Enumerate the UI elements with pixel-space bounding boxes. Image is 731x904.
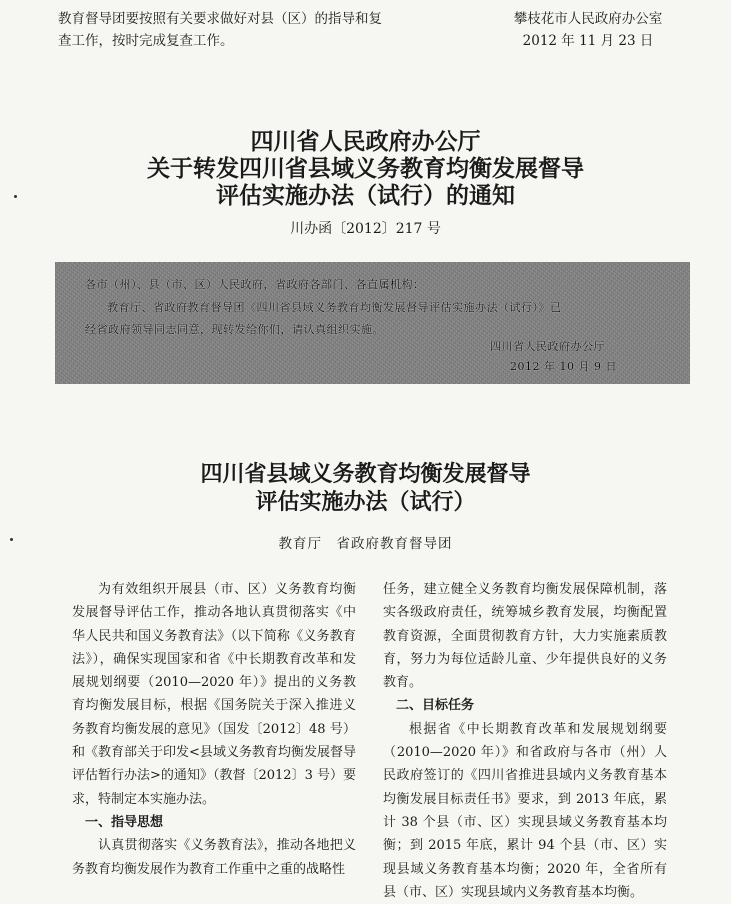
measure-title-line: 四川省县域义务教育均衡发展督导 — [200, 461, 531, 487]
top-right-block — [488, 8, 688, 52]
notice-title-line: 关于转发四川省县域义务教育均衡发展督导 — [147, 155, 584, 182]
notice-body-line: 经省政府领导同志同意，现转发给你们，请认真组织实施。 — [85, 323, 384, 336]
notice-body-line: 各市（州）、县（市、区）人民政府，省政府各部门、各直属机构： — [85, 278, 425, 291]
measure-authors: 教育厅 省政府教育督导团 — [278, 536, 453, 552]
scan-speck — [14, 195, 17, 198]
top-left-text: 教育督导团要按照有关要求做好对县（区）的指导和复查工作，按时完成复查工作。 — [58, 11, 382, 49]
intro-paragraph: 为有效组织开展县（市、区）义务教育均衡发展督导评估工作，推动各地认真贯彻落实《中华人民共和国义务教育法》（以下简称《义务教育法》），确保实现国家和省《中长期教育改革和发展规划纲要（2010—2020 年）》提出的义务教育均衡发展目标，根据《国务院关于深入推进义务教育均衡发展的意见》（国发〔2012〕48 号）和《教育部关于印发<县域义务教育均衡发展督导评估暂行办法>的通知》（教督〔2012〕3 号）要求，特制定本实施办法。 — [72, 582, 356, 807]
section-heading-1: 一、指导思想 — [85, 814, 164, 830]
measure-title-line: 评估实施办法（试行） — [255, 489, 476, 515]
scan-speck — [10, 538, 13, 541]
left-column — [72, 578, 356, 881]
notice-body-line: 教育厅、省政府教育督导团《四川省县域义务教育均衡发展督导评估实施办法（试行）》已 — [107, 301, 562, 314]
notice-date: 2012 年 10 月 9 日 — [510, 360, 617, 373]
right-column — [383, 578, 667, 904]
section-heading-2: 二、目标任务 — [396, 698, 475, 714]
notice-title-line: 四川省人民政府办公厅 — [250, 128, 481, 155]
section-2-paragraph: 根据省《中长期教育改革和发展规划纲要（2010—2020 年）》和省政府与各市（州）人民政府签订的《四川省推进县域内义务教育基本均衡发展目标责任书》要求，到 2013 年底，累计 38 个县（市、区）实现县域义务教育基本均衡；到 2015 年底，累计 94 个县（市、区）实现县域义务教育基本均衡；2020 年，全省所有县（市、区）实现县域内义务教育基本均衡。 — [383, 721, 667, 900]
section-1-paragraph: 认真贯彻落实《义务教育法》，推动各地把义务教育均衡发展作为教育工作重中之重的战略性 — [72, 838, 356, 877]
notice-title — [0, 128, 731, 209]
notice-signature: 四川省人民政府办公厅 — [490, 340, 605, 353]
measure-title — [0, 460, 731, 516]
document-number: 川办函〔2012〕217 号 — [290, 221, 441, 237]
issue-date: 2012 年 11 月 23 日 — [522, 33, 654, 49]
notice-title-line: 评估实施办法（试行）的通知 — [216, 182, 515, 209]
issuing-office: 攀枝花市人民政府办公室 — [513, 11, 663, 27]
section-1-paragraph-continued: 任务，建立健全义务教育均衡发展保障机制，落实各级政府责任，统筹城乡教育发展，均衡配置教育资源，全面贯彻教育方针，大力实施素质教育，努力为每位适龄儿童、少年提供良好的义务教育。 — [383, 582, 667, 691]
notice-body-scanned — [55, 262, 690, 384]
